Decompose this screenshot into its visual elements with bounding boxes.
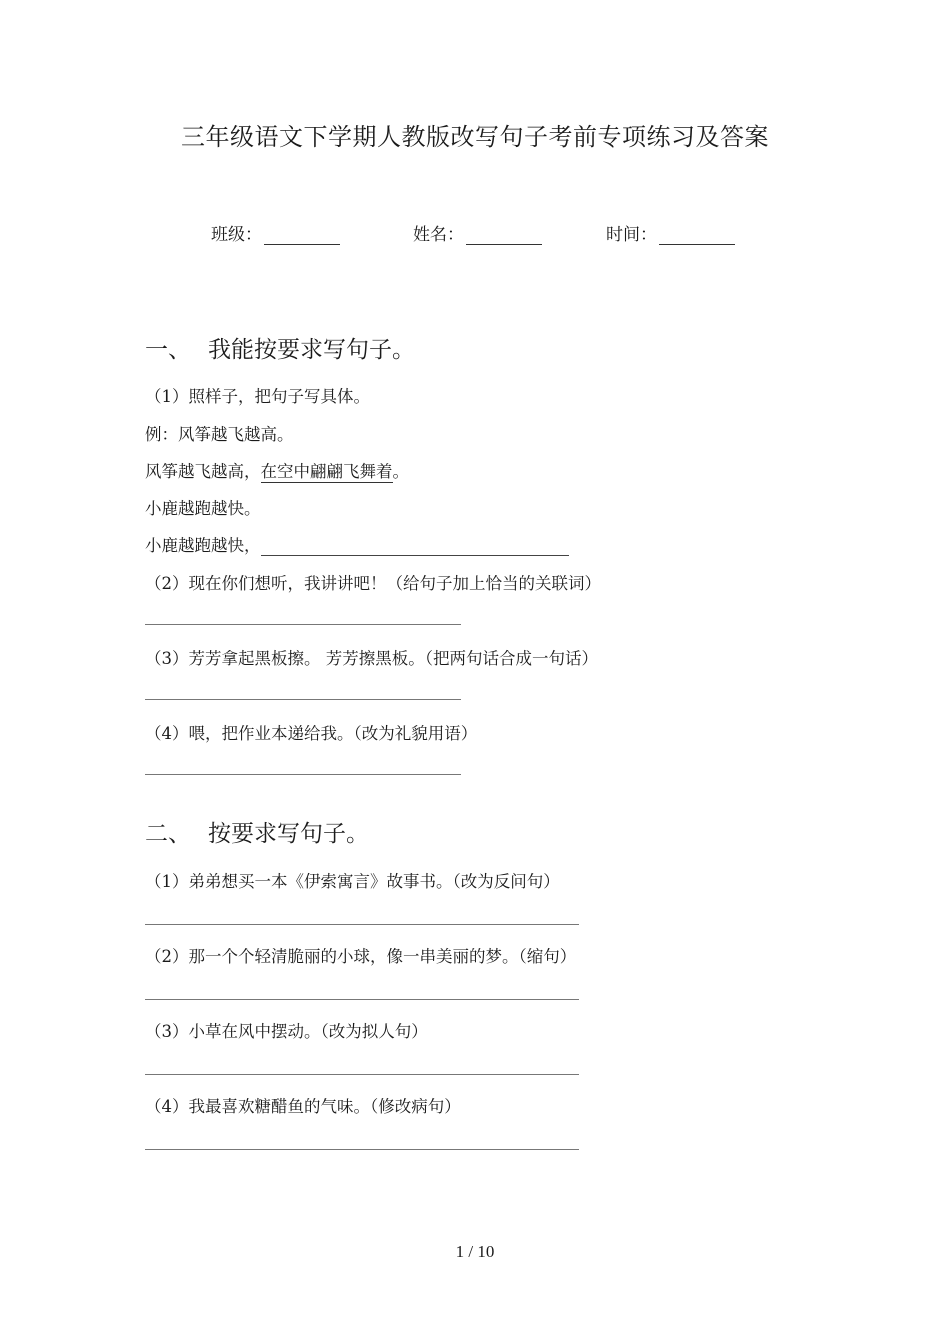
s2-q4-answer-line[interactable] xyxy=(145,1149,579,1150)
s1-q1-fill-prefix: 小鹿越跑越快， xyxy=(145,536,261,555)
s1-q1-fill-blank[interactable] xyxy=(261,539,569,556)
class-label: 班级： xyxy=(211,225,262,245)
s2-q1-answer-line[interactable] xyxy=(145,924,579,925)
section-2-number: 二、 xyxy=(145,821,191,847)
page-number: 1 / 10 xyxy=(455,1242,495,1261)
s1-q1-fill xyxy=(145,532,569,556)
s1-example-underlined: 在空中翩翩飞舞着 xyxy=(260,462,393,481)
class-blank[interactable] xyxy=(264,226,340,245)
class-field xyxy=(211,220,340,245)
time-blank[interactable] xyxy=(659,226,735,245)
name-blank[interactable] xyxy=(466,226,542,245)
s2-q2-answer-line[interactable] xyxy=(145,999,579,1000)
s2-q3-answer-line[interactable] xyxy=(145,1074,579,1075)
s2-question-1: （1）弟弟想买一本《伊索寓言》故事书。（改为反问句） xyxy=(145,872,560,891)
section-2-heading xyxy=(145,815,369,848)
s1-example-label: 例：风筝越飞越高。 xyxy=(145,425,294,444)
s1-question-1: （1）照样子，把句子写具体。 xyxy=(145,387,370,406)
section-2-title: 按要求写句子。 xyxy=(208,821,369,847)
s1-question-2: （2）现在你们想听，我讲讲吧！（给句子加上恰当的关联词） xyxy=(145,574,601,593)
s1-q2-answer-line[interactable] xyxy=(145,624,461,625)
s1-question-4: （4）喂，把作业本递给我。（改为礼貌用语） xyxy=(145,724,478,743)
name-label: 姓名： xyxy=(413,225,464,245)
time-field xyxy=(606,220,735,245)
s2-question-2: （2）那一个个轻清脆丽的小球，像一串美丽的梦。（缩句） xyxy=(145,947,577,966)
s1-q3-answer-line[interactable] xyxy=(145,699,461,700)
s1-example-suffix: 。 xyxy=(392,462,409,481)
s1-q1-sentence: 小鹿越跑越快。 xyxy=(145,499,261,518)
name-field xyxy=(413,220,542,245)
time-label: 时间： xyxy=(606,225,657,245)
section-1-heading xyxy=(145,331,415,364)
s2-question-3: （3）小草在风中摆动。（改为拟人句） xyxy=(145,1022,428,1041)
section-1-title: 我能按要求写句子。 xyxy=(208,337,415,363)
s1-q4-answer-line[interactable] xyxy=(145,774,461,775)
s1-example-prefix: 风筝越飞越高， xyxy=(145,462,261,481)
s2-question-4: （4）我最喜欢糖醋鱼的气味。（修改病句） xyxy=(145,1097,461,1116)
s1-example-answer xyxy=(145,458,409,482)
section-1-number: 一、 xyxy=(145,337,191,363)
page-title: 三年级语文下学期人教版改写句子考前专项练习及答案 xyxy=(181,123,769,151)
s1-question-3: （3）芳芳拿起黑板擦。 芳芳擦黑板。（把两句话合成一句话） xyxy=(145,649,598,668)
